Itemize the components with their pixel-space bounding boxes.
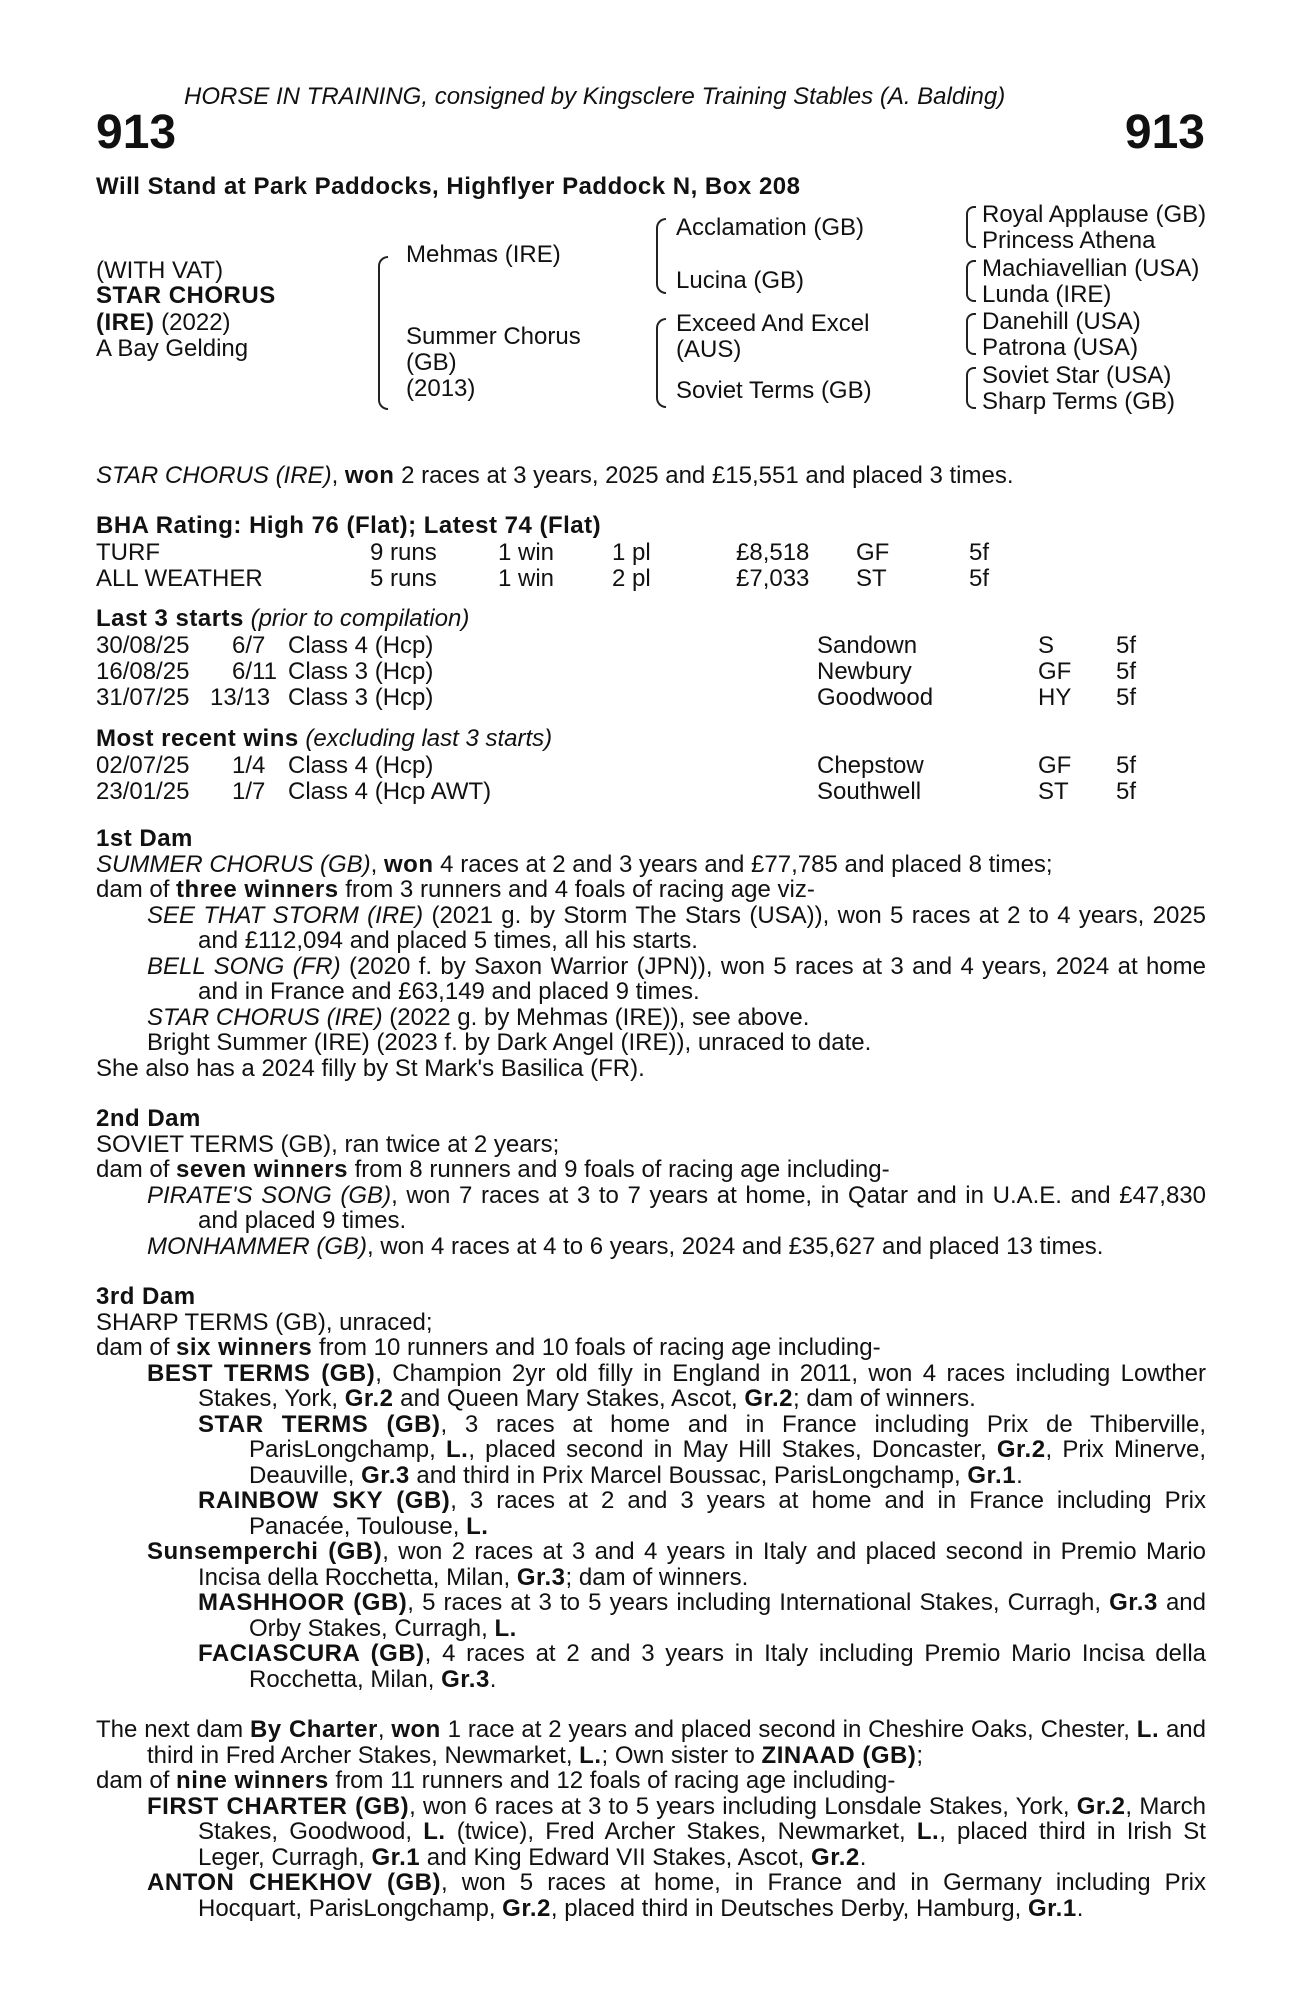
pedigree-sss: Royal Applause (GB) (982, 201, 1207, 228)
third-dam-line: SHARP TERMS (GB), unraced; (96, 1308, 433, 1336)
recent-win-row: 02/07/25 1/4 Class 4 (Hcp) Chepstow GF 5f (96, 752, 1137, 779)
pedigree-brace-g3-2 (966, 260, 976, 302)
vat-note: (WITH VAT) (96, 257, 224, 284)
produce-entry: BELL SONG (FR) (2020 f. by Saxon Warrior (JPN)), won 5 races at 3 and 4 years, 2024 at home and in France and £63,149 and placed 9 times. (147, 952, 1206, 1005)
produce-entry: Sunsemperchi (GB), won 2 races at 3 and 4 years in Italy and placed second in Premio Mario Incisa della Rocchetta, Milan, Gr.3; dam of winners. (147, 1538, 1206, 1591)
pedigree-brace-g3-4 (966, 367, 976, 409)
next-dam-produce: dam of nine winners from 11 runners and 12 foals of racing age including- (96, 1767, 896, 1794)
produce-entry: BEST TERMS (GB), Champion 2yr old filly in England in 2011, won 4 races including Lowther Stakes, York, Gr.2 and Queen Mary Stakes, Ascot, Gr.2; dam of winners. (147, 1359, 1207, 1412)
produce-entry: STAR CHORUS (IRE) (2022 g. by Mehmas (IRE)), see above. (147, 1003, 810, 1031)
horse-name: STAR CHORUS (96, 282, 276, 309)
pedigree-dd: Soviet Terms (GB) (676, 377, 872, 404)
pedigree-ssd: Princess Athena (982, 227, 1156, 254)
rating-row-all-weather: ALL WEATHER 5 runs 1 win 2 pl £7,033 ST 5f (96, 565, 990, 592)
pedigree-brace-g3-1 (966, 206, 976, 248)
pedigree-brace-sire (656, 218, 666, 294)
lot-number-left: 913 (96, 106, 177, 159)
pedigree-brace-gen1 (378, 256, 388, 410)
first-dam-produce: dam of three winners from 3 runners and 4 foals of racing age viz- (96, 876, 815, 903)
pedigree-sd: Lucina (GB) (676, 267, 805, 294)
recent-win-row: 23/01/25 1/7 Class 4 (Hcp AWT) Southwell ST 5f (96, 778, 1137, 805)
produce-entry: Bright Summer (IRE) (2023 f. by Dark Angel (IRE)), unraced to date. (147, 1029, 872, 1056)
pedigree-ddd: Sharp Terms (GB) (982, 388, 1175, 415)
produce-entry: STAR TERMS (GB), 3 races at home and in France including Prix de Thiberville, ParisLongchamp, L., placed second in May Hill Stakes, Doncaster, Gr.2, Prix Minerve, Deauville, Gr.3 and third in Prix Marcel Boussac, ParisLongchamp, Gr.1. (198, 1410, 1206, 1489)
second-dam-heading: 2nd Dam (96, 1105, 201, 1132)
pedigree-brace-g3-3 (966, 313, 976, 355)
pedigree-sire: Mehmas (IRE) (406, 241, 561, 268)
produce-entry: SEE THAT STORM (IRE) (2021 g. by Storm The Stars (USA)), won 5 races at 2 to 4 years, 2025 and £112,094 and placed 5 times, all his starts. (147, 901, 1207, 954)
horse-description: A Bay Gelding (96, 335, 249, 362)
pedigree-dam-2: (GB) (406, 349, 457, 376)
pedigree-sdd: Lunda (IRE) (982, 281, 1112, 308)
pedigree-dam-3: (2013) (406, 375, 476, 402)
bha-rating-heading: BHA Rating: High 76 (Flat); Latest 74 (Flat) (96, 512, 602, 539)
third-dam-produce: dam of six winners from 10 runners and 10 foals of racing age including- (96, 1334, 881, 1361)
last-starts-heading: Last 3 starts (prior to compilation) (96, 605, 470, 632)
last-start-row: 16/08/25 6/11 Class 3 (Hcp) Newbury GF 5f (96, 658, 1137, 685)
produce-entry: FACIASCURA (GB), 4 races at 2 and 3 years in Italy including Premio Mario Incisa della Rocchetta, Milan, Gr.3. (198, 1640, 1206, 1693)
lot-number-right: 913 (1124, 106, 1205, 159)
pedigree-dam-1: Summer Chorus (406, 323, 581, 350)
next-dam-line: The next dam By Charter, won 1 race at 2 years and placed second in Cheshire Oaks, Chester, L. and third in Fred Archer Stakes, Newmarket, L.; Own sister to ZINAAD (GB); (96, 1716, 1207, 1769)
pedigree-dds: Soviet Star (USA) (982, 362, 1172, 389)
last-start-row: 30/08/25 6/7 Class 4 (Hcp) Sandown S 5f (96, 632, 1137, 659)
pedigree-sds: Machiavellian (USA) (982, 255, 1200, 282)
rating-row-turf: TURF 9 runs 1 win 1 pl £8,518 GF 5f (96, 539, 990, 566)
stand-location: Will Stand at Park Paddocks, Highflyer Paddock N, Box 208 (96, 173, 801, 200)
pedigree-dss: Danehill (USA) (982, 308, 1141, 335)
horse-origin-year: (IRE) (2022) (96, 309, 231, 336)
pedigree-ss: Acclamation (GB) (676, 214, 865, 241)
produce-entry: PIRATE'S SONG (GB), won 7 races at 3 to 7 years at home, in Qatar and in U.A.E. and £47,830 and placed 9 times. (147, 1181, 1206, 1234)
second-dam-produce: dam of seven winners from 8 runners and 9 foals of racing age including- (96, 1156, 890, 1183)
second-dam-line: SOVIET TERMS (GB), ran twice at 2 years; (96, 1130, 560, 1158)
recent-wins-heading: Most recent wins (excluding last 3 starts) (96, 725, 553, 752)
pedigree-ds-1: Exceed And Excel (676, 310, 870, 337)
first-dam-line: SUMMER CHORUS (GB), won 4 races at 2 and 3 years and £77,785 and placed 8 times; (96, 850, 1053, 878)
produce-entry: MONHAMMER (GB), won 4 races at 4 to 6 years, 2024 and £35,627 and placed 13 times. (147, 1232, 1104, 1260)
produce-entry: RAINBOW SKY (GB), 3 races at 2 and 3 years at home and in France including Prix Panacée, Toulouse, L. (198, 1487, 1206, 1540)
last-start-row: 31/07/25 13/13 Class 3 (Hcp) Goodwood HY 5f (96, 684, 1137, 711)
produce-entry: ANTON CHEKHOV (GB), won 5 races at home, in France and in Germany including Prix Hocquart, ParisLongchamp, Gr.2, placed third in Deutsches Derby, Hamburg, Gr.1. (147, 1869, 1206, 1922)
consignment-line: HORSE IN TRAINING, consigned by Kingsclere Training Stables (A. Balding) (184, 83, 1006, 110)
produce-note: She also has a 2024 filly by St Mark's Basilica (FR). (96, 1054, 645, 1082)
third-dam-heading: 3rd Dam (96, 1283, 196, 1310)
produce-entry: MASHHOOR (GB), 5 races at 3 to 5 years including International Stakes, Curragh, Gr.3 and Orby Stakes, Curragh, L. (198, 1589, 1206, 1642)
pedigree-ds-2: (AUS) (676, 336, 742, 363)
first-dam-heading: 1st Dam (96, 825, 193, 852)
produce-entry: FIRST CHARTER (GB), won 6 races at 3 to 5 years including Lonsdale Stakes, York, Gr.2, March Stakes, Goodwood, L. (twice), Fred Archer Stakes, Newmarket, L., placed third in Irish St Leger, Curragh, Gr.1 and King Edward VII Stakes, Ascot, Gr.2. (147, 1792, 1206, 1871)
pedigree-brace-dam (656, 318, 666, 408)
dam-notes (96, 826, 1206, 1921)
race-summary: STAR CHORUS (IRE), won 2 races at 3 years, 2025 and £15,551 and placed 3 times. (96, 462, 1014, 489)
pedigree-dsd: Patrona (USA) (982, 334, 1139, 361)
